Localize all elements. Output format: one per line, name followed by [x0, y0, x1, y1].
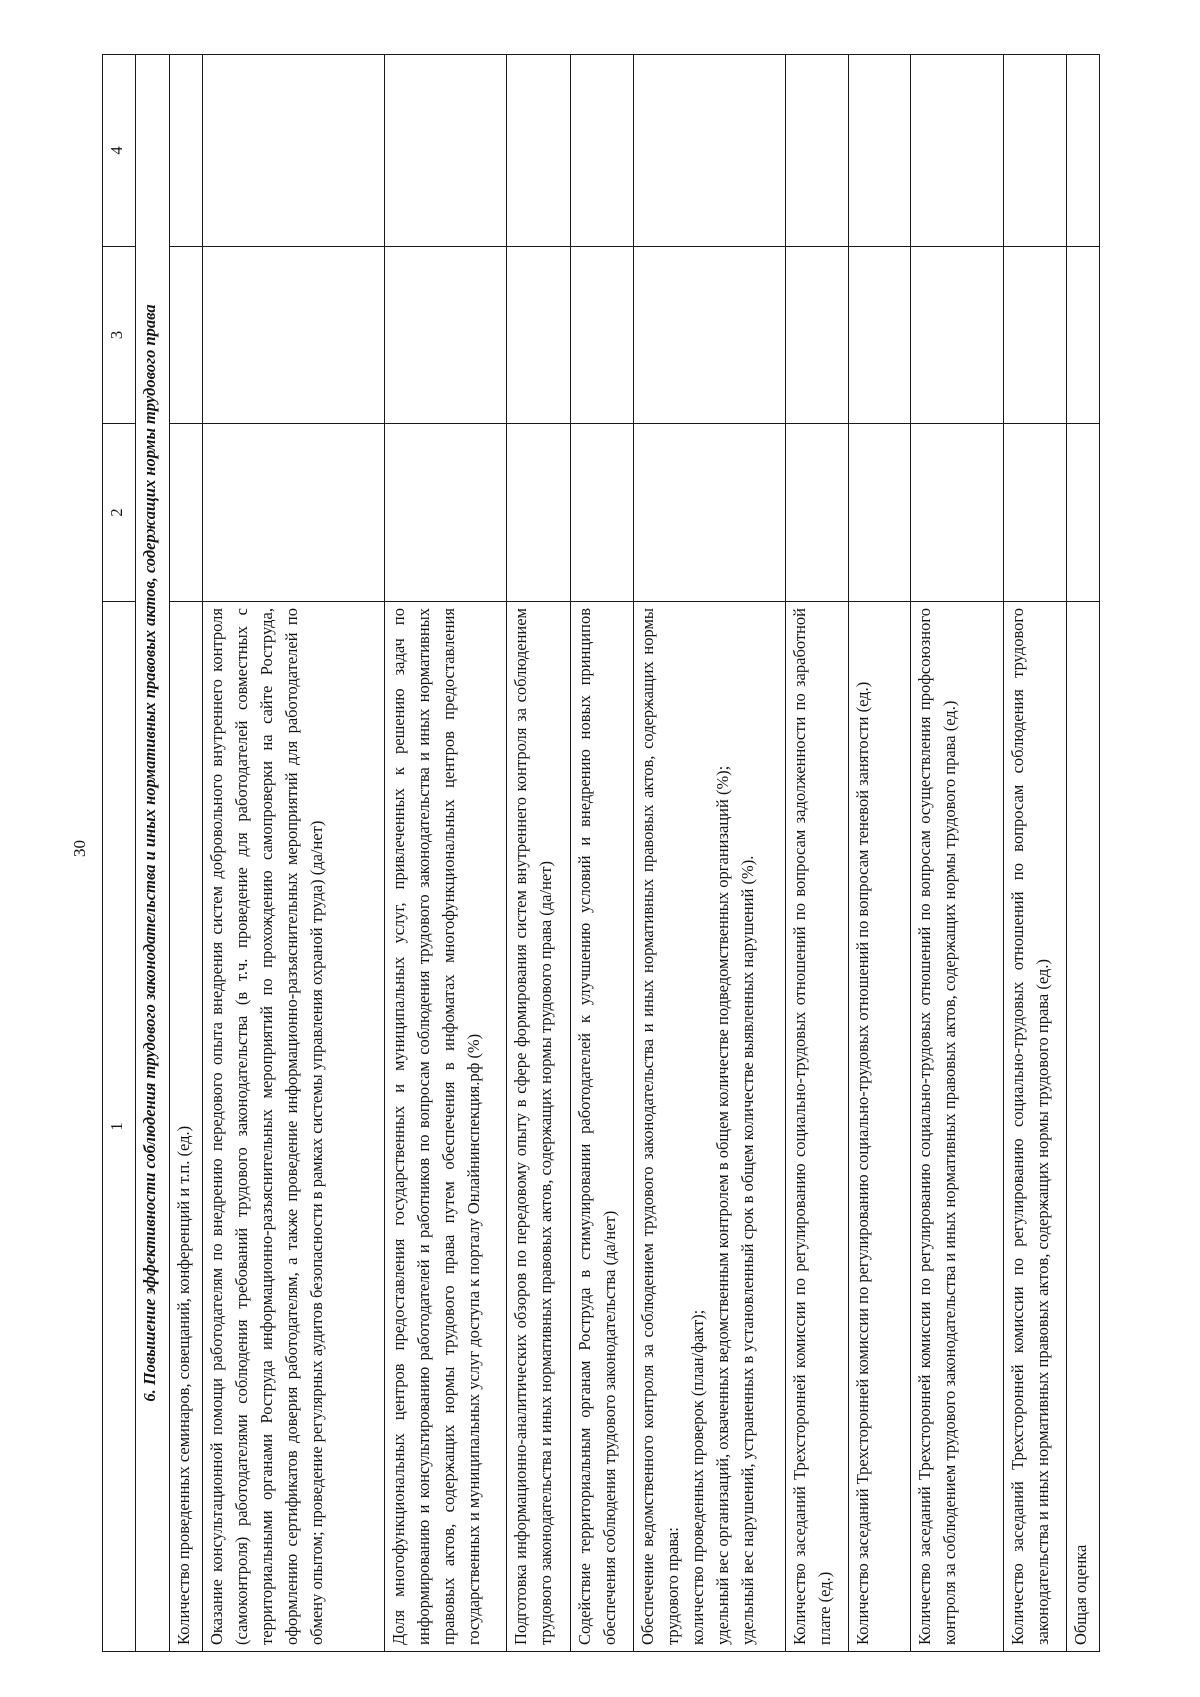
value-cell — [785, 55, 848, 247]
value-cell — [507, 424, 570, 602]
value-cell — [910, 55, 1003, 247]
table-row — [910, 55, 1003, 1652]
table-row — [169, 55, 202, 1652]
row-description: Подготовка информационно-аналитических обзоров по передовому опыту в сфере формирования систем внутреннего контроля за соблюдением трудового законодательства и иных нормативных правовых актов, содержащих нормы трудового права (да/нет) — [507, 602, 570, 1652]
row-description: Количество заседаний Трехсторонней комиссии по регулированию социально-трудовых отношений по вопросам осуществления профсоюзного контроля за соблюдением трудового законодательства и иных нормативных правовых актов, содержащих нормы трудового права (ед.) — [910, 602, 1003, 1652]
row-description: Доля многофункциональных центров предоставления государственных и муниципальных услуг, привлеченных к решению задач по информированию и консультированию работодателей и работников по вопросам соблюдения трудового законодательства и иных нормативных правовых актов, содержащих нормы трудового права путем обеспечения в инфоматах многофункциональных центров предоставления государственных и муниципальных услуг доступа к порталу Онлайнинспекция.рф (%) — [384, 602, 507, 1652]
value-cell — [848, 55, 910, 247]
row-description: Общая оценка — [1066, 602, 1099, 1652]
row-line: удельный вес нарушений, устраненных в установленный срок в общем количестве выявленных нарушений (%). — [737, 855, 757, 1645]
column-number-row — [103, 55, 136, 1652]
value-cell — [633, 247, 785, 424]
value-cell — [202, 55, 384, 247]
value-cell — [570, 55, 633, 247]
row-description: Количество проведенных семинаров, совещаний, конференций и т.п. (ед.) — [169, 602, 202, 1652]
row-description — [633, 602, 785, 1652]
indicators-table — [102, 54, 1100, 1652]
value-cell — [910, 424, 1003, 602]
section-header-row — [136, 55, 169, 1652]
value-cell — [202, 424, 384, 602]
table-row — [570, 55, 633, 1652]
value-cell — [785, 247, 848, 424]
value-cell — [633, 55, 785, 247]
column-number-4: 4 — [103, 55, 136, 247]
value-cell — [1066, 424, 1099, 602]
value-cell — [507, 55, 570, 247]
column-number-3: 3 — [103, 247, 136, 424]
value-cell — [1003, 424, 1066, 602]
value-cell — [570, 424, 633, 602]
value-cell — [169, 424, 202, 602]
value-cell — [1003, 247, 1066, 424]
table-row — [848, 55, 910, 1652]
value-cell — [570, 247, 633, 424]
column-number-2: 2 — [103, 424, 136, 602]
value-cell — [1066, 55, 1099, 247]
value-cell — [1066, 247, 1099, 424]
value-cell — [785, 424, 848, 602]
value-cell — [169, 55, 202, 247]
value-cell — [848, 247, 910, 424]
value-cell — [1003, 55, 1066, 247]
value-cell — [848, 424, 910, 602]
value-cell — [384, 424, 507, 602]
value-cell — [169, 247, 202, 424]
row-description: Количество заседаний Трехсторонней комиссии по регулированию социально-трудовых отношений по вопросам теневой занятости (ед.) — [848, 602, 910, 1652]
section-title: 6. Повышение эффективности соблюдения трудового законодательства и иных нормативных правовых актов, содержащих нормы трудового права — [136, 55, 169, 1652]
table-row — [633, 55, 785, 1652]
value-cell — [202, 247, 384, 424]
table-row — [507, 55, 570, 1652]
row-description: Оказание консультационной помощи работодателям по внедрению передового опыта внедрения систем добровольного внутреннего контроля (самоконтроля) работодателями соблюдения требований трудового законодательства (в т.ч. проведение для работодателей совместных с территориальными органами Роструда информационно-разъяснительных мероприятий по прохождению самопроверки на сайте Роструда, оформлению сертификатов доверия работодателям, а также проведение информационно-разъяснительных мероприятий для работодателей по обмену опытом; проведение регулярных аудитов безопасности в рамках системы управления охраной труда) (да/нет) — [202, 602, 384, 1652]
row-line: удельный вес организаций, охваченных ведомственным контролем в общем количестве подведомственных организаций (%); — [712, 765, 732, 1645]
page-number: 30 — [70, 840, 89, 857]
row-description: Количество заседаний Трехсторонней комиссии по регулированию социально-трудовых отношений по вопросам задолженности по заработной плате (ед.) — [785, 602, 848, 1652]
value-cell — [384, 247, 507, 424]
table-row — [785, 55, 848, 1652]
row-description: Количество заседаний Трехсторонней комиссии по регулированию социально-трудовых отношений по вопросам соблюдения трудового законодательства и иных нормативных правовых актов, содержащих нормы трудового права (ед.) — [1003, 602, 1066, 1652]
table-row — [384, 55, 507, 1652]
value-cell — [633, 424, 785, 602]
table-row — [1066, 55, 1099, 1652]
table-row — [1003, 55, 1066, 1652]
column-number-1: 1 — [103, 602, 136, 1652]
table-row — [202, 55, 384, 1652]
row-line: Обеспечение ведомственного контроля за соблюдением трудового законодательства и иных нормативных правовых актов, содержащих нормы трудового права: — [637, 608, 682, 1645]
value-cell — [910, 247, 1003, 424]
row-line: количество проведенных проверок (план/факт); — [687, 1309, 707, 1645]
row-description: Содействие территориальным органам Роструда в стимулировании работодателей к улучшению условий и внедрению новых принципов обеспечения соблюдения трудового законодательства (да/нет) — [570, 602, 633, 1652]
value-cell — [507, 247, 570, 424]
value-cell — [384, 55, 507, 247]
